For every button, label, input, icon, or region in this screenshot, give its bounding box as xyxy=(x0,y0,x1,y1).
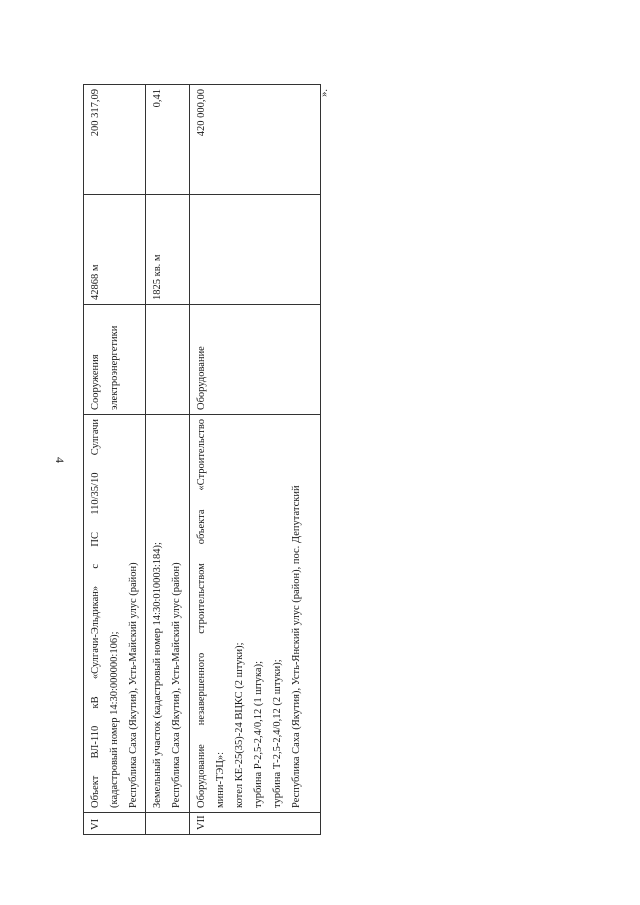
description-line: мини-ТЭЦ»: xyxy=(215,751,227,808)
row-size xyxy=(190,195,321,305)
type-line: Сооружения xyxy=(90,354,101,410)
row-number xyxy=(146,813,190,835)
type-line: Оборудование xyxy=(196,346,208,410)
closing-quote: ». xyxy=(319,89,330,97)
row-size: 42868 м xyxy=(84,195,146,305)
description-line: (кадастровый номер 14:30:000000:106); xyxy=(109,631,120,808)
row-number: VI xyxy=(84,813,146,835)
row-description xyxy=(84,415,146,813)
row-description xyxy=(146,415,190,813)
row-size: 1825 кв. м xyxy=(146,195,190,305)
description-line: Оборудование незавершенного строительством объекта «Строительство xyxy=(196,419,208,808)
row-number: VII xyxy=(190,813,321,835)
page-number: 4 xyxy=(53,457,67,463)
row-type xyxy=(146,305,190,415)
property-table xyxy=(83,84,321,835)
table-row xyxy=(190,85,321,835)
table-row xyxy=(146,85,190,835)
description-line: турбина Т-2,5-2,4/0,12 (2 штуки); xyxy=(272,659,284,808)
description-line: Республика Саха (Якутия), Усть-Майский улус (район) xyxy=(171,562,183,808)
row-type xyxy=(190,305,321,415)
description-line: Земельный участок (кадастровый номер 14:30:010003:184); xyxy=(152,542,164,808)
description-line: котел КЕ-25(35)-24 ВЦКС (2 штуки); xyxy=(234,642,246,808)
description-line: турбина Р-2,5-2,4/0,12 (1 штука); xyxy=(253,661,265,808)
row-type xyxy=(84,305,146,415)
row-value: 420 000,00 xyxy=(190,85,321,195)
row-description xyxy=(190,415,321,813)
row-value: 0,41 xyxy=(146,85,190,195)
description-line: Республика Саха (Якутия), Усть-Майский улус (район) xyxy=(128,562,139,808)
rotated-table-container xyxy=(83,85,335,835)
type-line: электроэнергетики xyxy=(109,325,120,410)
description-line: Объект ВЛ-110 кВ «Сулгачи-Эльдикан» с ПС 110/35/10 Сулгачи xyxy=(90,419,101,808)
table-row xyxy=(84,85,146,835)
description-line: Республика Саха (Якутия), Усть-Янский улус (район), пос. Депутатский xyxy=(291,485,303,808)
row-value: 200 317,09 xyxy=(84,85,146,195)
